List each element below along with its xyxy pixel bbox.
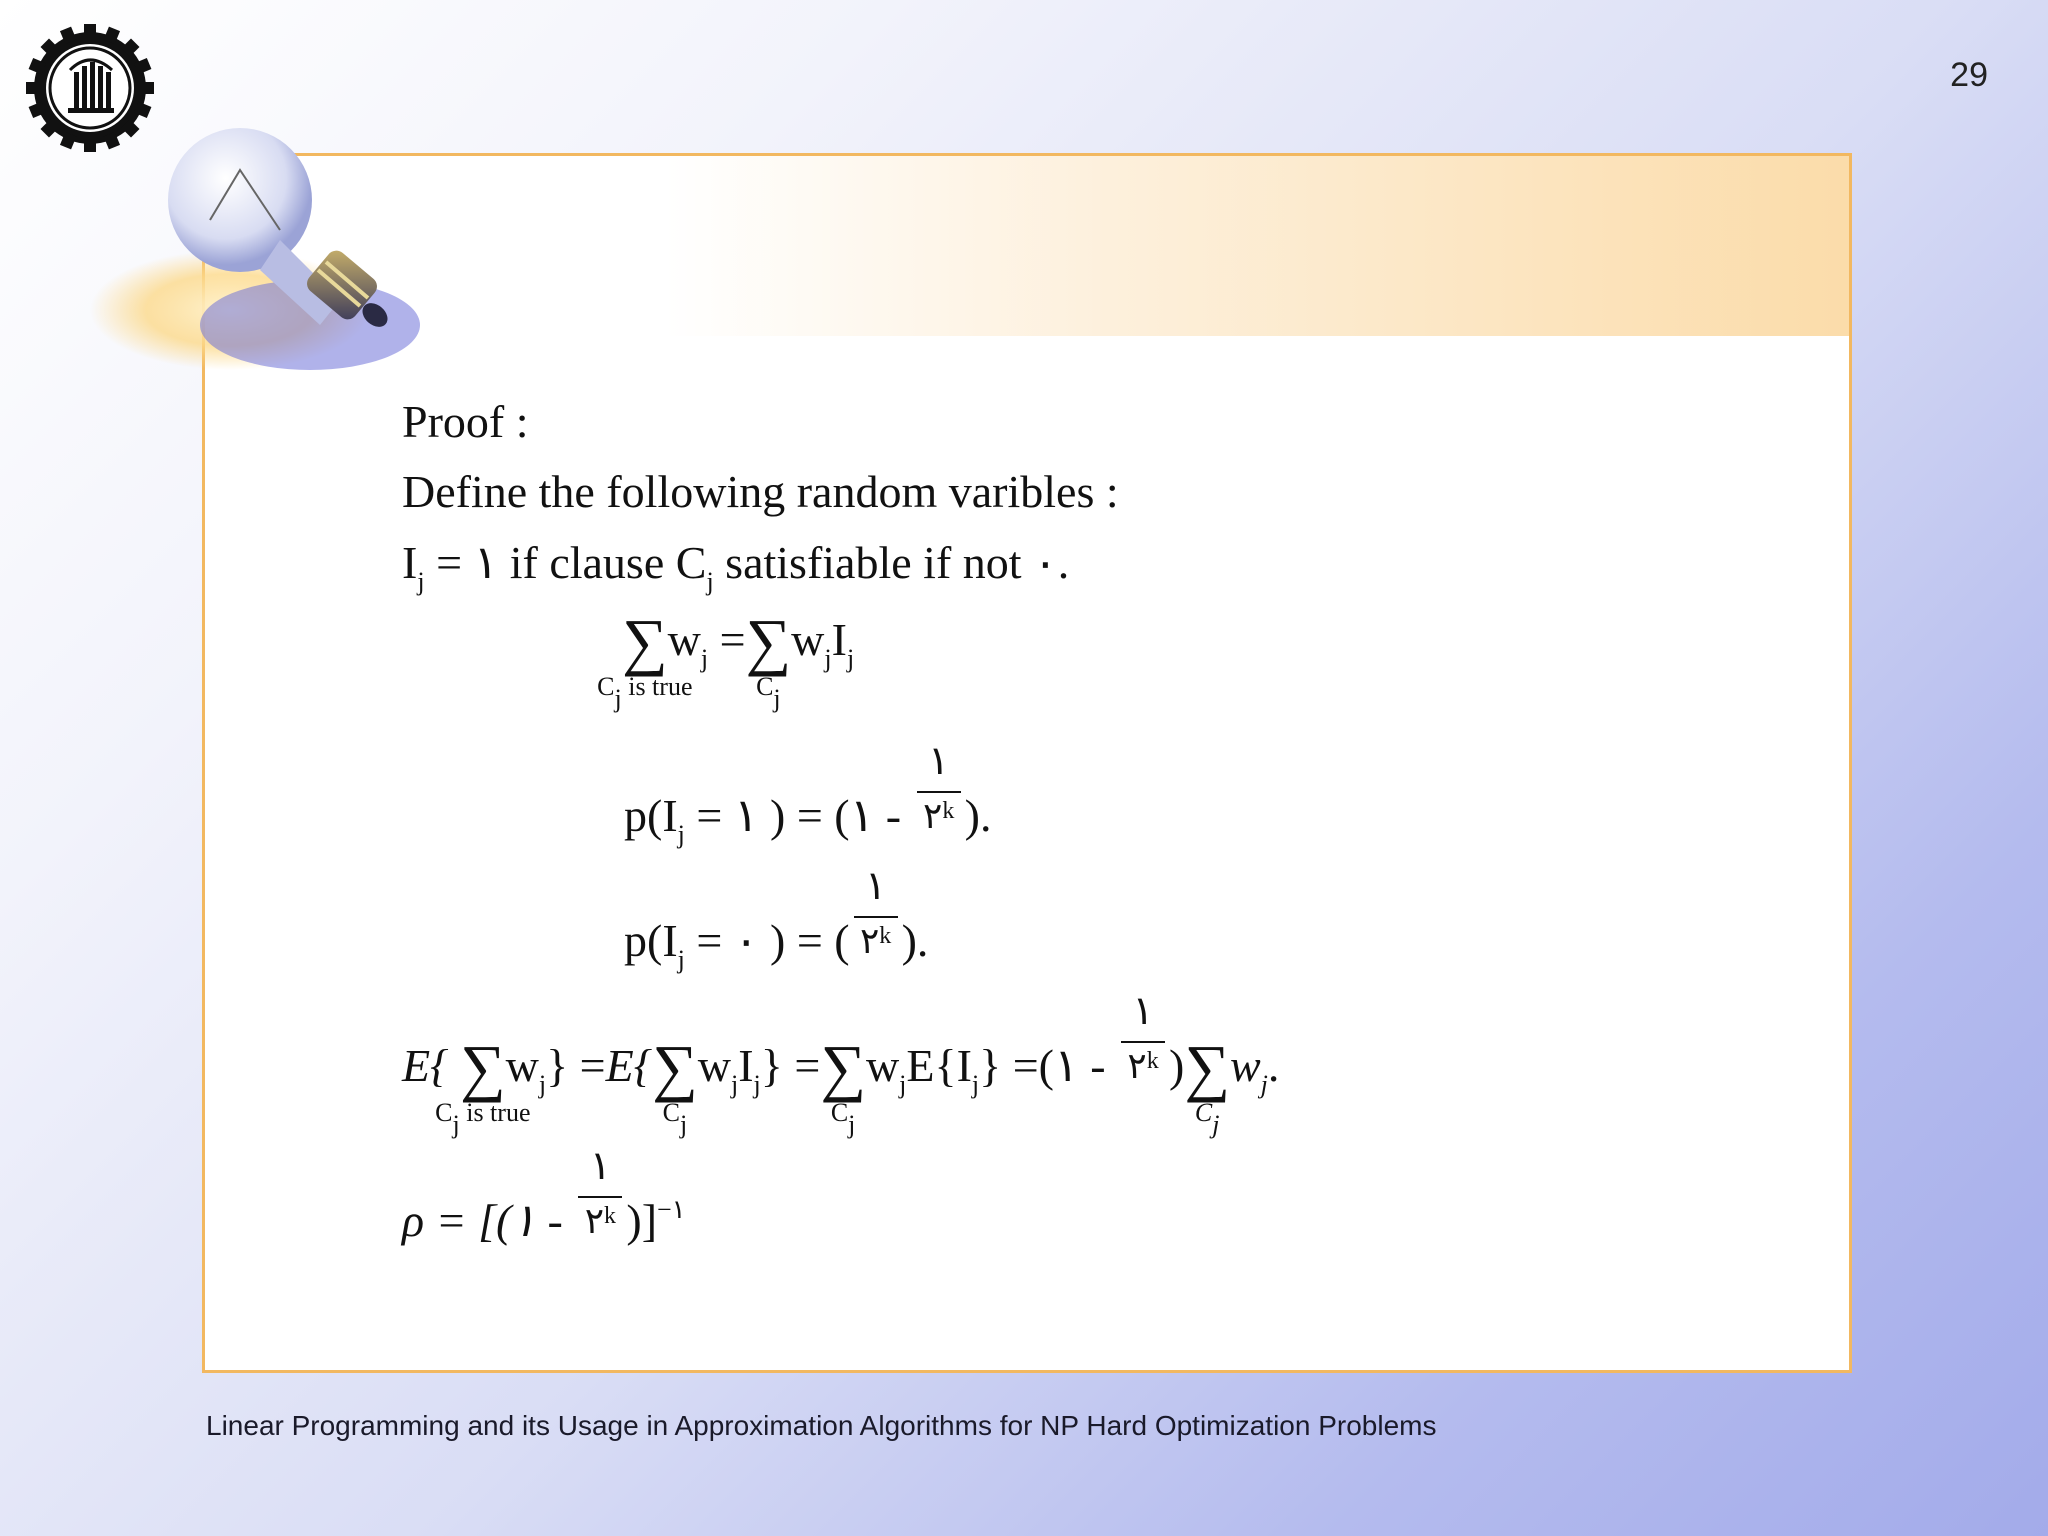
fraction: $\frac{۱}{۲^k}$ — [1117, 1015, 1169, 1095]
fraction: $\frac{۱}{۲^k}$ — [574, 1170, 626, 1250]
probability-one: $p(I_j$ = ۱ ) = (۱ - $\frac{۱}{۲^k}$ ). — [624, 738, 992, 849]
sum-symbol: ∑ Cj — [1184, 1032, 1230, 1139]
lightbulb-illustration — [80, 110, 460, 380]
sum-symbol: ∑ Cj is true — [597, 606, 693, 713]
sum-symbol: ∑ Cj — [745, 606, 792, 713]
sum-under-left: Cj is true — [597, 672, 693, 713]
proof-heading: Proof : — [402, 396, 529, 447]
fraction: $\frac{۱}{۲^k}$ — [913, 765, 965, 845]
fraction: $\frac{۱}{۲^k}$ — [850, 890, 902, 970]
sum-symbol: ∑ Cj — [820, 1032, 866, 1139]
define-line: Define the following random varibles : — [402, 466, 1119, 517]
sum-symbol: ∑ Cj — [652, 1032, 698, 1139]
slide-footer: Linear Programming and its Usage in Approximation Algorithms for NP Hard Optimization Problems — [206, 1410, 1437, 1441]
sum-under-right: Cj — [756, 672, 781, 713]
sum-equation: ∑ Cj is true $w_j$ =∑ Cj $w_jI_j$ — [597, 606, 855, 713]
indicator-definition: $I_j$ = ۱ if clause $C_j$ satisfiable if not ۰. — [402, 537, 1070, 596]
sum-symbol: ∑ Cj is true — [435, 1032, 531, 1139]
probability-zero: $p(I_j$ = ۰ ) = ( $\frac{۱}{۲^k}$ ). — [624, 863, 929, 974]
rho-equation: ρ = [(۱ - $\frac{۱}{۲^k}$ )]$^{-۱}$ — [402, 1170, 686, 1250]
page-number: 29 — [1950, 56, 1988, 94]
expectation-equation: E{ ∑ Cj is true $w_j\} =E\{\sum$ Cj $w_jI_j$} =∑ Cj $w_jE\{I_j\}$ =(۱ - $\frac{۱}{۲^k}$ )∑ Cj $w_j$. — [402, 988, 1280, 1139]
